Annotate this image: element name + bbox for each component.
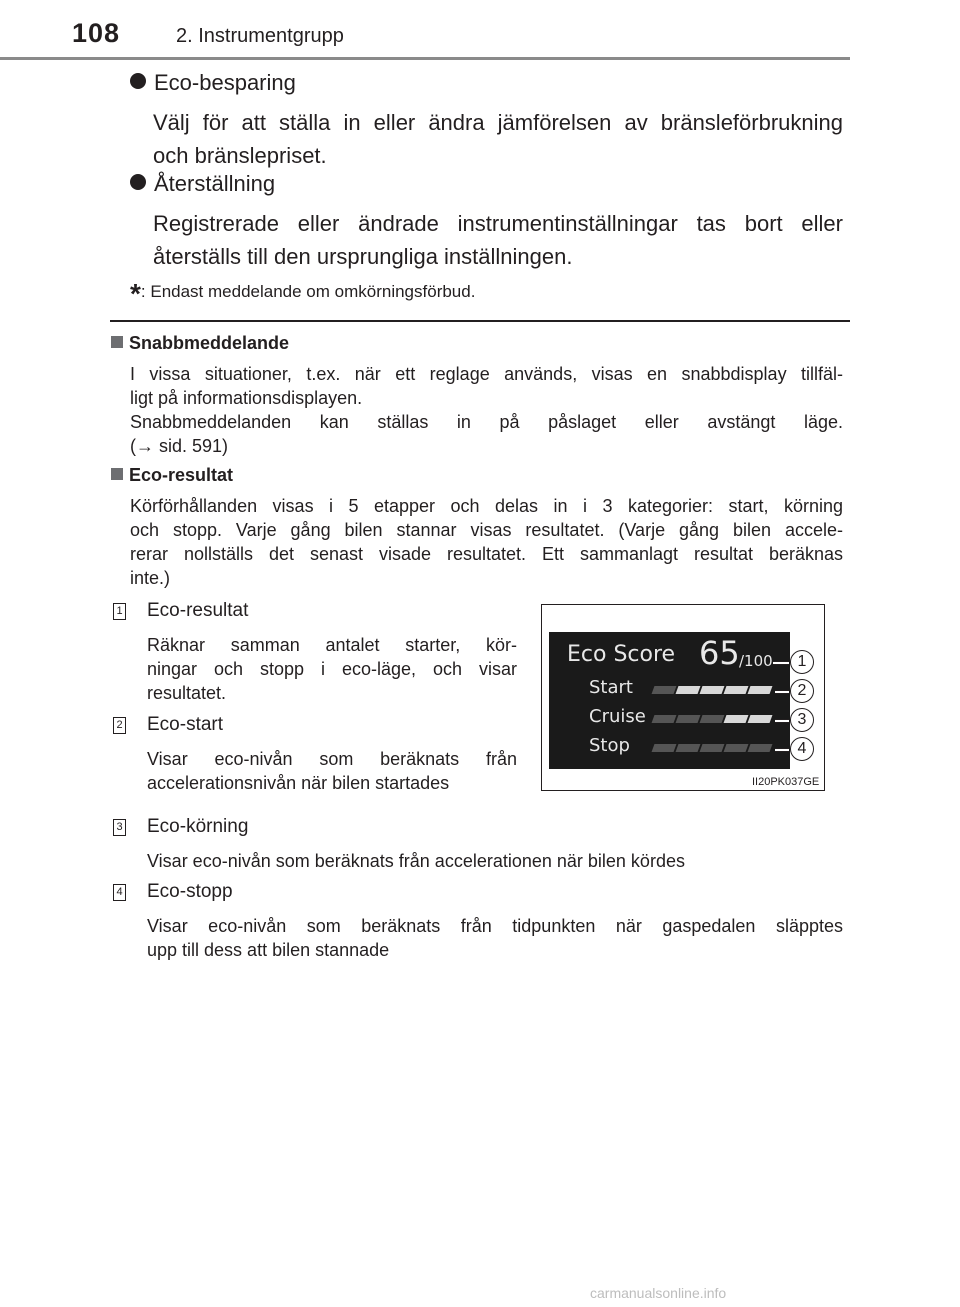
level-segment	[724, 686, 749, 694]
level-segment	[724, 744, 749, 752]
row-label-cruise: Cruise	[589, 706, 646, 727]
leader-line	[773, 661, 789, 665]
bullet-title: Återställning	[154, 171, 276, 196]
screen-title: Eco Score	[567, 642, 676, 667]
level-segment	[676, 686, 701, 694]
leader-line	[775, 748, 789, 752]
level-segment	[676, 744, 701, 752]
callout-3: 3	[790, 708, 814, 732]
level-segment	[700, 744, 725, 752]
eco-score-figure	[541, 604, 825, 791]
body-line: ningar och stopp i eco-läge, och visar	[147, 659, 517, 679]
item-body	[147, 914, 843, 962]
level-segment	[748, 744, 773, 752]
segments-stop	[653, 744, 771, 752]
section-body	[130, 362, 843, 458]
item-number-box: 4	[113, 884, 126, 901]
footnote-mark: *	[130, 278, 141, 309]
screen-score-max: /100	[739, 652, 773, 670]
level-segment	[652, 686, 677, 694]
watermark: carmanualsonline.info	[590, 1285, 727, 1301]
body-line: resultatet.	[147, 683, 227, 703]
item-title: Eco-resultat	[147, 600, 249, 621]
level-segment	[748, 686, 773, 694]
callout-1: 1	[790, 650, 814, 674]
body-line: Välj för att ställa in eller ändra jämförelsen av bränsleförbrukning	[153, 110, 843, 135]
body-line: Körförhållanden visas i 5 etapper och delas in i 3 kategorier: start, körning	[130, 496, 843, 516]
square-bullet-icon	[111, 468, 123, 480]
body-line: ligt på informationsdisplayen.	[130, 388, 363, 408]
footnote	[130, 278, 475, 310]
body-line: I vissa situationer, t.ex. när ett reglage används, visas en snabbdisplay tillfäl-	[130, 364, 843, 384]
item-title: Eco-körning	[147, 816, 249, 837]
body-line: Räknar samman antalet starter, kör-	[147, 635, 517, 655]
body-line: (→ sid. 591)	[130, 436, 229, 456]
bullet-body	[153, 106, 843, 172]
item-body	[147, 849, 843, 873]
header-rule	[0, 57, 850, 60]
section-title: Eco-resultat	[129, 465, 234, 485]
body-line: upp till dess att bilen stannade	[147, 940, 390, 960]
body-line: Visar eco-nivån som beräknats från	[147, 749, 517, 769]
section-heading	[111, 333, 289, 354]
body-line: rerar nollställs det senast visade resultatet. Ett sammanlagt resultat beräknas	[130, 544, 843, 564]
level-segment	[652, 715, 677, 723]
row-label-stop: Stop	[589, 735, 630, 756]
section-rule	[110, 320, 850, 322]
item-number-box: 3	[113, 819, 126, 836]
level-segment	[652, 744, 677, 752]
display-screen	[549, 632, 790, 769]
bullet-dot-icon	[130, 174, 146, 190]
level-segment	[724, 715, 749, 723]
item-number-box: 1	[113, 603, 126, 620]
screen-score: 65	[699, 634, 740, 672]
leader-line	[775, 719, 789, 723]
level-segment	[676, 715, 701, 723]
bullet-dot-icon	[130, 73, 146, 89]
body-line: Visar eco-nivån som beräknats från tidpunkten när gaspedalen släpptes	[147, 916, 843, 936]
callout-2: 2	[790, 679, 814, 703]
item-body	[147, 747, 517, 795]
segments-start	[653, 686, 771, 694]
section-heading	[111, 465, 233, 486]
chapter-title: 2. Instrumentgrupp	[176, 25, 344, 47]
segments-cruise	[653, 715, 771, 723]
body-line: Registrerade eller ändrade instrumentinställningar tas bort eller	[153, 211, 843, 236]
item-body	[147, 633, 517, 705]
item-number-box: 2	[113, 717, 126, 734]
section-body	[130, 494, 843, 590]
row-label-start: Start	[589, 677, 633, 698]
body-line: och bränslepriset.	[153, 143, 327, 168]
bullet-eco-besparing	[130, 70, 296, 96]
leader-line	[775, 690, 789, 694]
square-bullet-icon	[111, 336, 123, 348]
body-line: återställs till den ursprungliga inställningen.	[153, 244, 573, 269]
level-segment	[700, 686, 725, 694]
body-line: och stopp. Varje gång bilen stannar visas resultatet. (Varje gång bilen accele-	[130, 520, 843, 540]
item-title: Eco-stopp	[147, 881, 233, 902]
page-number: 108	[72, 18, 121, 48]
body-line: Visar eco-nivån som beräknats från accelerationen när bilen kördes	[147, 851, 685, 871]
figure-label: II20PK037GE	[752, 776, 820, 788]
section-title: Snabbmeddelande	[129, 333, 290, 353]
bullet-body	[153, 207, 843, 273]
footnote-text: : Endast meddelande om omkörningsförbud.	[140, 282, 476, 301]
level-segment	[748, 715, 773, 723]
item-title: Eco-start	[147, 714, 224, 735]
body-line: Snabbmeddelanden kan ställas in på påslaget eller avstängt läge.	[130, 412, 843, 432]
level-segment	[700, 715, 725, 723]
bullet-title: Eco-besparing	[154, 70, 296, 95]
body-line: accelerationsnivån när bilen startades	[147, 773, 450, 793]
body-line: inte.)	[130, 568, 171, 588]
bullet-aterstallning	[130, 171, 275, 197]
callout-4: 4	[790, 737, 814, 761]
